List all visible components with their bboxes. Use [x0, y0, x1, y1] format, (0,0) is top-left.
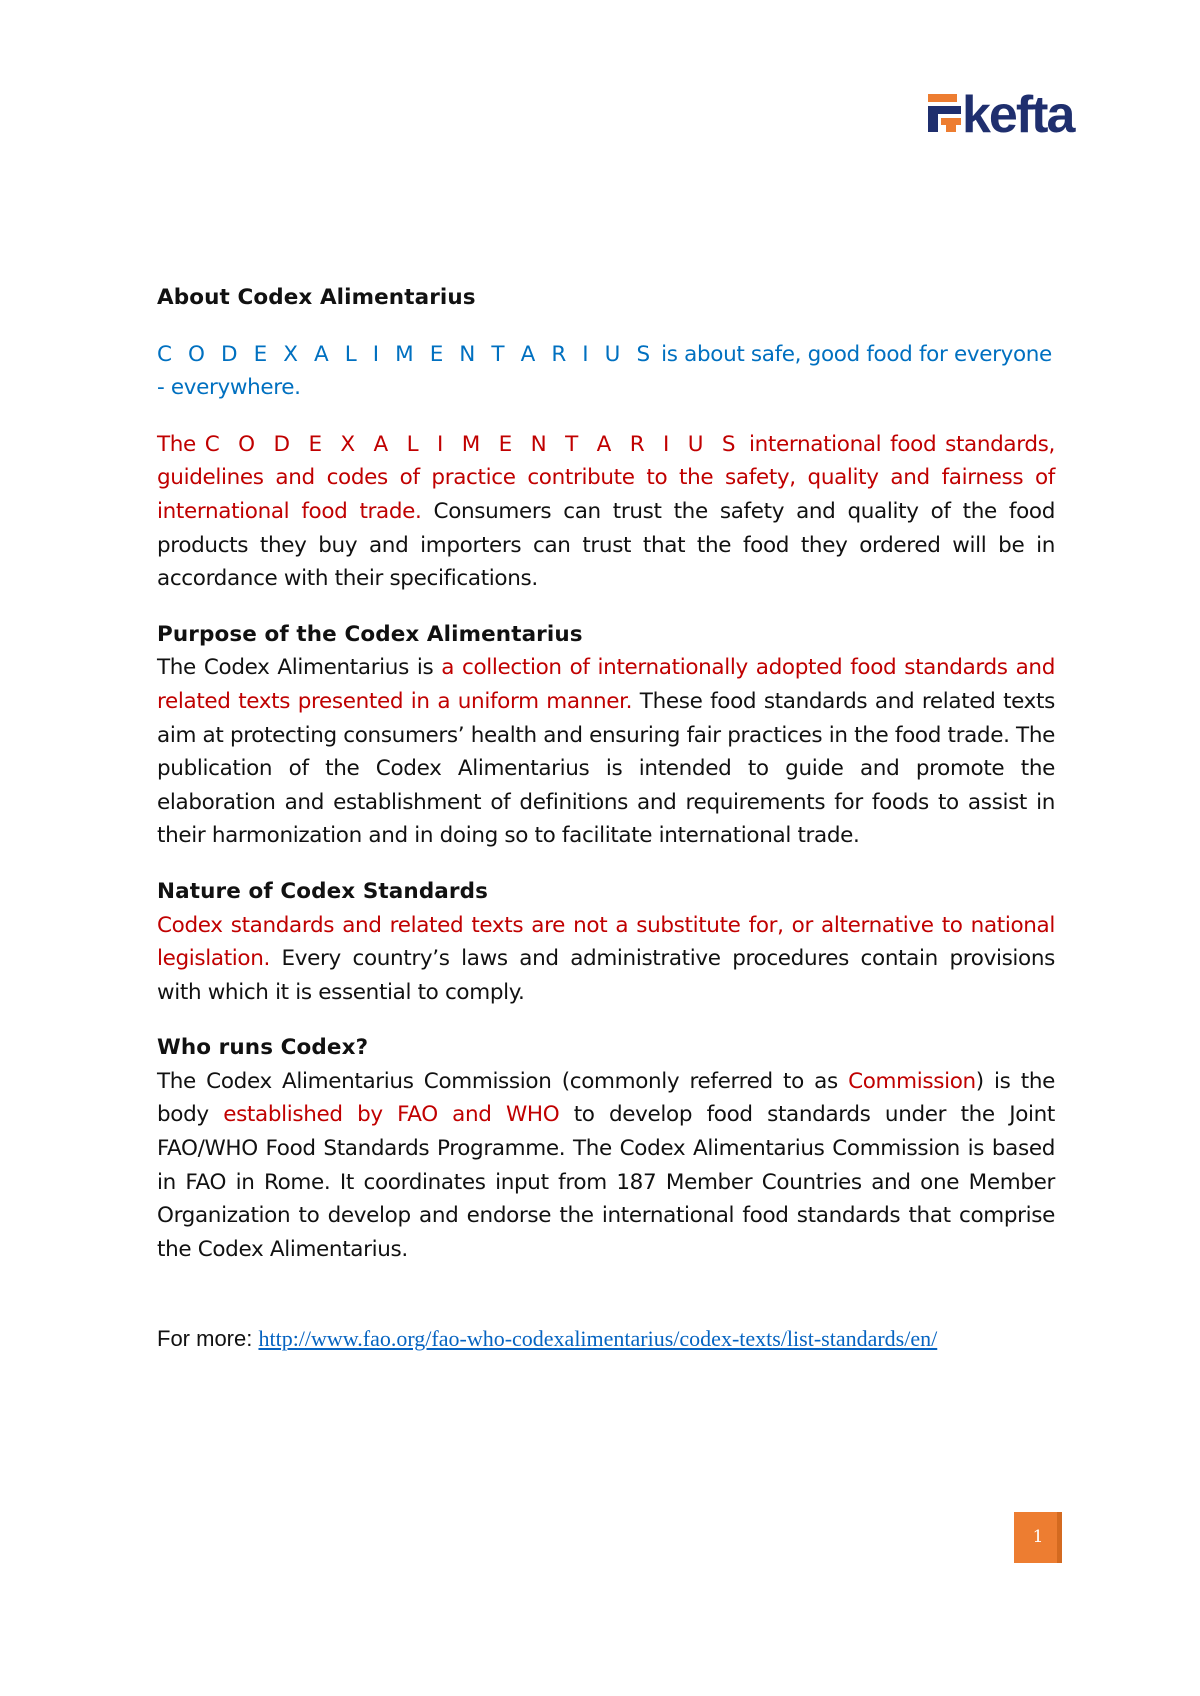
about-body-text: Consumers can trust the safety and quality of the food products they buy and importers can trust that the food they ordered will be in accordance with their specifications. — [157, 498, 1056, 592]
for-more-line — [157, 1324, 937, 1354]
tagline-text: is about safe, good food for everyone - everywhere. — [157, 341, 1052, 401]
about-red-text: international food standards, guidelines and codes of practice contribute to the safety, quality and fairness of international food trade. — [157, 431, 1056, 524]
who-text-2: ) is the body — [157, 1068, 1056, 1128]
who-text-3: to develop food standards under the Joint FAO/WHO Food Standards Programme. The Codex Alimentarius Commission is based in FAO in Rome. It coordinates input from 187 Member Countries and one Member Organization to develop and endorse the international food standards that comprise the Codex Alimentarius. — [157, 1102, 1055, 1262]
who-red-commission: Commission — [848, 1068, 976, 1094]
who-heading: Who runs Codex? — [157, 1035, 369, 1061]
kefta-wordmark: kefta — [962, 86, 1074, 140]
page-number-badge — [1014, 1512, 1062, 1563]
document-body — [157, 281, 1055, 1266]
nature-paragraph — [157, 909, 1055, 1010]
purpose-paragraph — [157, 651, 1055, 853]
page-badge-edge — [1057, 1512, 1062, 1563]
codex-standards-link[interactable]: http://www.fao.org/fao-who-codexalimentarius/codex-texts/list-standards/en/ — [258, 1326, 938, 1351]
kefta-logo-icon — [928, 94, 961, 132]
who-red-established: established by FAO and WHO — [223, 1102, 560, 1128]
who-text-1: The Codex Alimentarius Commission (commonly referred to as — [157, 1068, 849, 1094]
purpose-heading: Purpose of the Codex Alimentarius — [157, 621, 583, 647]
nature-body-text: Every country’s laws and administrative procedures contain provisions with which it is essential to comply. — [157, 946, 1055, 1005]
about-paragraph — [157, 428, 1055, 596]
who-paragraph — [157, 1065, 1055, 1267]
about-prefix: The — [157, 431, 205, 457]
codex-name-spaced-red: C O D E X A L I M E N T A R I U S — [204, 431, 741, 457]
kefta-logo — [926, 84, 1106, 140]
for-more-label: For more: — [157, 1326, 259, 1351]
nature-red-text: Codex standards and related texts are not a substitute for, or alternative to national legislation. — [157, 912, 1055, 972]
about-tagline — [157, 338, 1055, 405]
codex-name-spaced: C O D E X A L I M E N T A R I U S — [157, 341, 655, 367]
purpose-red-text: a collection of internationally adopted food standards and related texts presented in a uniform manner. — [157, 655, 1055, 714]
purpose-prefix: The Codex Alimentarius is — [157, 655, 442, 681]
nature-heading: Nature of Codex Standards — [157, 878, 489, 904]
page-number: 1 — [1032, 1527, 1044, 1547]
purpose-body-text: These food standards and related texts aim at protecting consumers’ health and ensuring fair practices in the food trade. The publication of the Codex Alimentarius is intended to guide and promote the elaboration and establishment of definitions and requirements for foods to assist in their harmonization and in doing so to facilitate international trade. — [157, 688, 1055, 849]
about-heading: About Codex Alimentarius — [157, 285, 476, 310]
